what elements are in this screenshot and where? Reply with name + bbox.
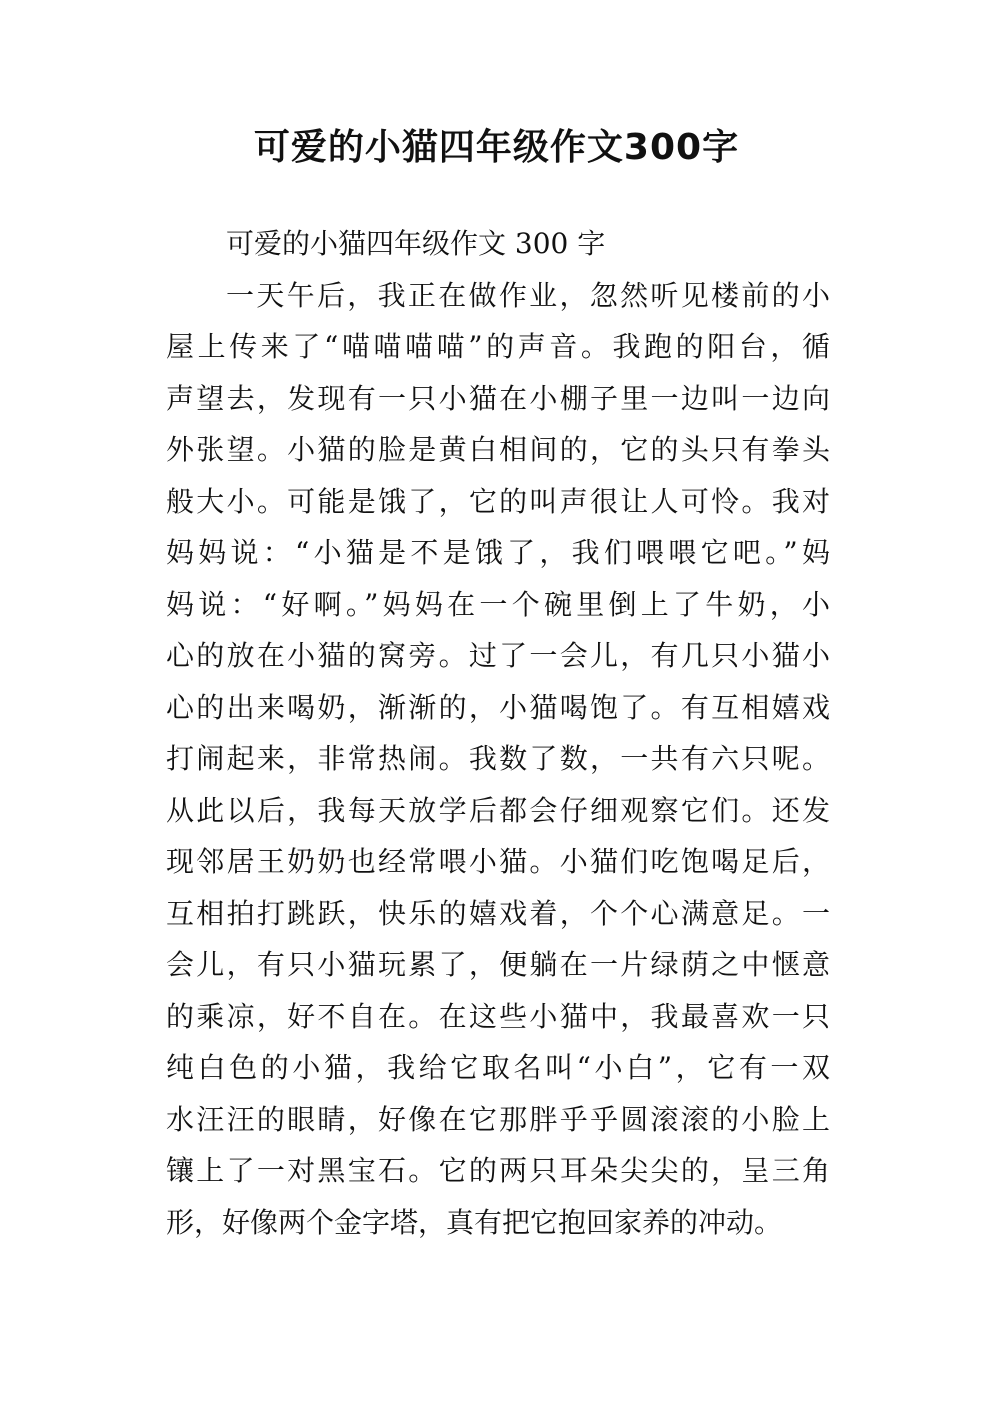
document-title: 可爱的小猫四年级作文300字 — [253, 127, 740, 168]
paragraph-line: 妈说：“好啊。”妈妈在一个碗里倒上了牛奶，小 — [166, 587, 830, 621]
paragraph-line: 互相拍打跳跃，快乐的嬉戏着，个个心满意足。一 — [166, 896, 830, 930]
paragraph-line: 心的出来喝奶，渐渐的，小猫喝饱了。有互相嬉戏 — [166, 690, 830, 724]
paragraph-line: 一天午后，我正在做作业，忽然听见楼前的小 — [226, 278, 830, 312]
paragraph-line: 般大小。可能是饿了，它的叫声很让人可怜。我对 — [166, 484, 830, 518]
body-subtitle-line: 可爱的小猫四年级作文 300 字 — [226, 227, 606, 260]
paragraph-line: 外张望。小猫的脸是黄白相间的，它的头只有拳头 — [166, 433, 830, 466]
paragraph-line: 屋上传来了“喵喵喵喵”的声音。我跑的阳台，循 — [166, 330, 830, 363]
paragraph-line: 形，好像两个金字塔，真有把它抱回家养的冲动。 — [166, 1205, 783, 1239]
paragraph-line: 现邻居王奶奶也经常喂小猫。小猫们吃饱喝足后， — [166, 845, 830, 878]
paragraph-line: 从此以后，我每天放学后都会仔细观察它们。还发 — [166, 793, 830, 827]
paragraph-line: 的乘凉，好不自在。在这些小猫中，我最喜欢一只 — [166, 999, 830, 1033]
paragraph-line: 会儿，有只小猫玩累了，便躺在一片绿荫之中惬意 — [166, 948, 830, 981]
paragraph-line: 心的放在小猫的窝旁。过了一会儿，有几只小猫小 — [166, 639, 830, 672]
paragraph-line: 镶上了一对黑宝石。它的两只耳朵尖尖的，呈三角 — [166, 1154, 830, 1187]
paragraph-line: 声望去，发现有一只小猫在小棚子里一边叫一边向 — [166, 381, 830, 415]
paragraph-line: 纯白色的小猫，我给它取名叫“小白”，它有一双 — [166, 1051, 830, 1084]
paragraph-line: 妈妈说：“小猫是不是饿了，我们喂喂它吧。”妈 — [166, 536, 830, 569]
paragraph-line: 打闹起来，非常热闹。我数了数，一共有六只呢。 — [166, 742, 830, 775]
document-body — [166, 218, 830, 1248]
paragraph-line: 水汪汪的眼睛，好像在它那胖乎乎圆滚滚的小脸上 — [166, 1102, 830, 1136]
